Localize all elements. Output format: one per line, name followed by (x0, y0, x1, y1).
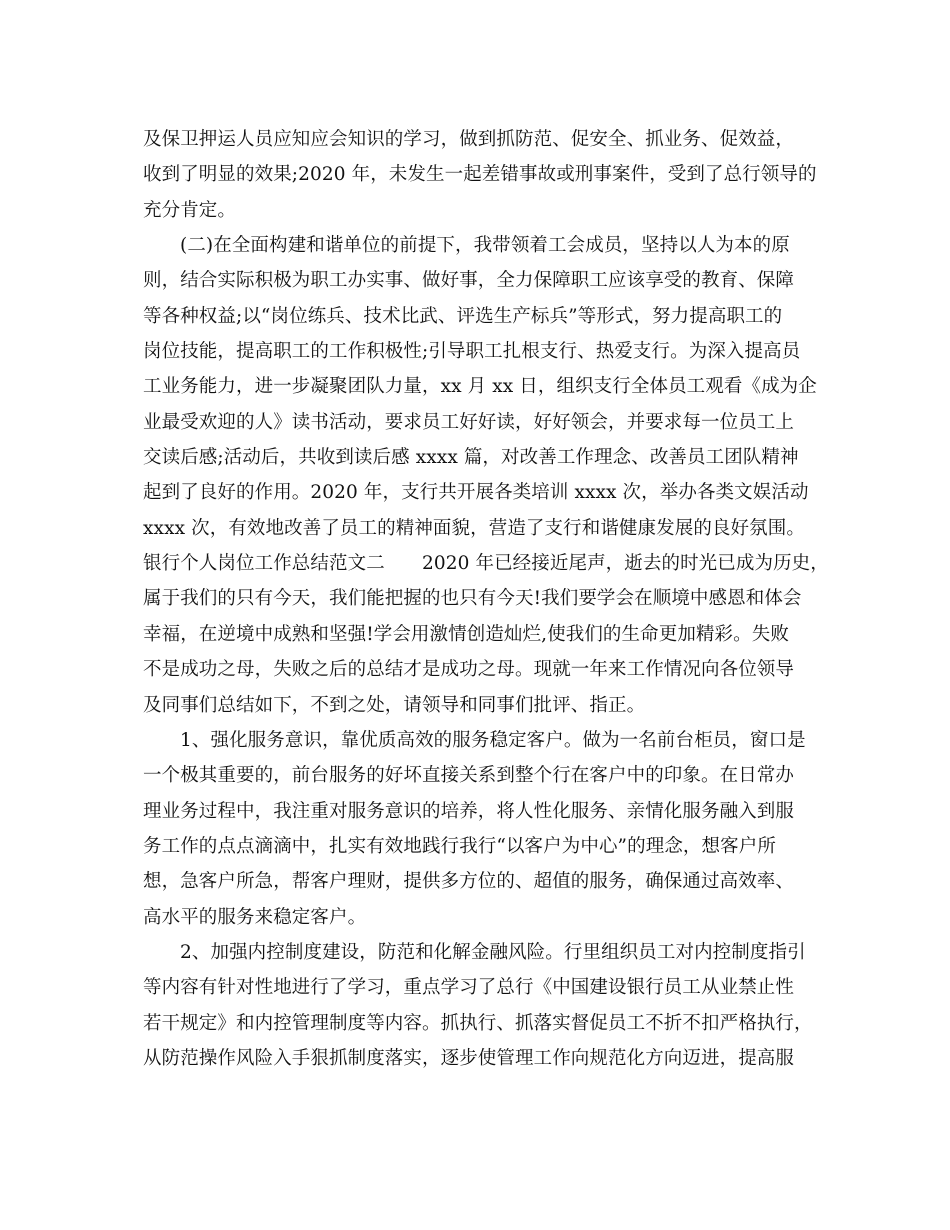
text-line: 则，结合实际积极为职工办实事、做好事，全力保障职工应该享受的教育、保障 (143, 270, 795, 292)
text-line: 一个极其重要的，前台服务的好坏直接关系到整个行在客户中的印象。在日常办 (143, 765, 795, 787)
section-title-line: 银行个人岗位工作总结范文二 2020 年已经接近尾声，逝去的时光已成为历史， (143, 553, 829, 575)
paragraph-start-line: 1、强化服务意识，靠优质高效的服务稳定客户。做为一名前台柜员，窗口是 (180, 729, 806, 751)
paragraph-start-line: (二)在全面构建和谐单位的前提下，我带领着工会成员，坚持以人为本的原 (180, 235, 790, 257)
text-line: 起到了良好的作用。2020 年，支行共开展各类培训 xxxx 次，举办各类文娱活动 (143, 482, 809, 504)
text-line: 理业务过程中，我注重对服务意识的培养，将人性化服务、亲情化服务融入到服 (143, 800, 795, 822)
text-line: 等各种权益;以“岗位练兵、技术比武、评选生产标兵”等形式，努力提高职工的 (143, 305, 783, 327)
text-line: 不是成功之母，失败之后的总结才是成功之母。现就一年来工作情况向各位领导 (143, 659, 795, 681)
document-body (143, 122, 829, 1076)
text-line: 想，急客户所急，帮客户理财，提供多方位的、超值的服务，确保通过高效率、 (143, 871, 795, 893)
text-line: 及保卫押运人员应知应会知识的学习，做到抓防范、促安全、抓业务、促效益， (143, 129, 795, 150)
text-line: 从防范操作风险入手狠抓制度落实，逐步使管理工作向规范化方向迈进，提高服 (143, 1047, 795, 1069)
text-line: xxxx 次，有效地改善了员工的精神面貌，营造了支行和谐健康发展的良好氛围。 (143, 517, 805, 539)
text-line: 幸福，在逆境中成熟和坚强!学会用激情创造灿烂,使我们的生命更加精彩。失败 (143, 623, 789, 645)
text-line: 收到了明显的效果;2020 年，未发生一起差错事故或刑事案件，受到了总行领导的 (143, 164, 817, 186)
text-line: 务工作的点点滴滴中，扎实有效地践行我行“以客户为中心”的理念，想客户所 (143, 835, 776, 857)
text-line: 若干规定》和内控管理制度等内容。抓执行、抓落实督促员工不折不扣严格执行， (143, 1012, 813, 1034)
text-line: 岗位技能，提高职工的工作积极性;引导职工扎根支行、热爱支行。为深入提高员 (143, 341, 801, 363)
paragraph-start-line: 2、加强内控制度建设，防范和化解金融风险。行里组织员工对内控制度指引 (180, 941, 806, 963)
text-line: 等内容有针对性地进行了学习，重点学习了总行《中国建设银行员工从业禁止性 (143, 977, 795, 999)
text-line: 充分肯定。 (143, 199, 237, 221)
text-line: 高水平的服务来稳定客户。 (143, 906, 367, 928)
text-line: 及同事们总结如下，不到之处，请领导和同事们批评、指正。 (143, 694, 646, 716)
text-line: 业最受欢迎的人》读书活动，要求员工好好读，好好领会，并要求每一位员工上 (143, 411, 795, 433)
text-line: 交读后感;活动后，共收到读后感 xxxx 篇，对改善工作理念、改善员工团队精神 (143, 447, 799, 469)
text-line: 属于我们的只有今天，我们能把握的也只有今天!我们要学会在顺境中感恩和体会 (143, 588, 802, 610)
text-line: 工业务能力，进一步凝聚团队力量，xx 月 xx 日，组织支行全体员工观看《成为企 (143, 376, 817, 398)
